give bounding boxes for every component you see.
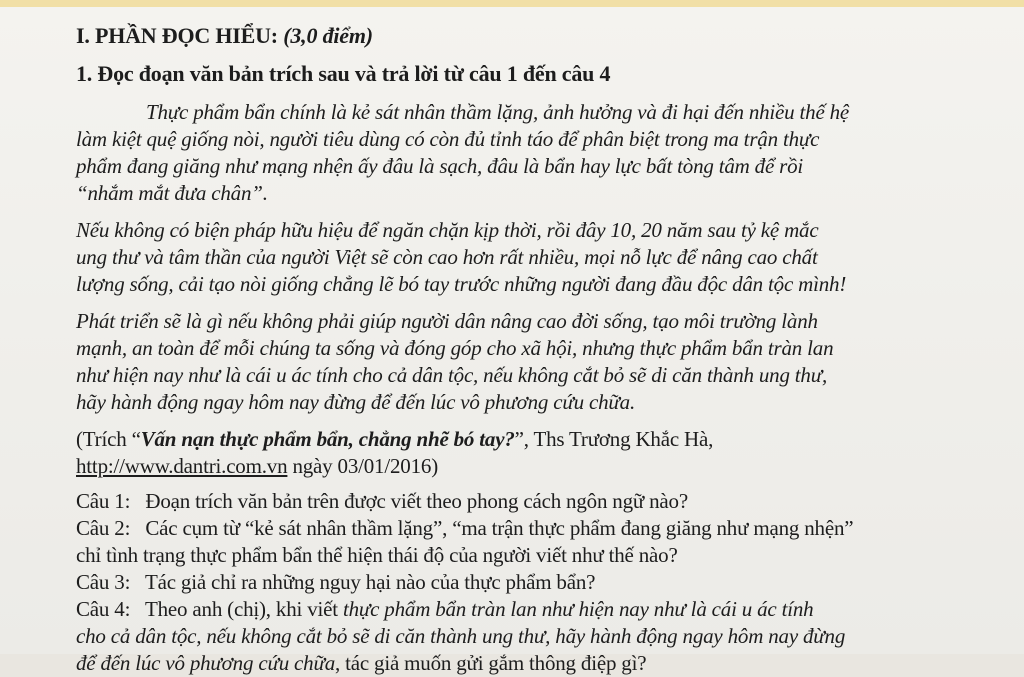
passage-line: lượng sống, cải tạo nòi giống chẳng lẽ bó tay trước những người đang đầu độc dân tộc mình! bbox=[76, 272, 847, 296]
question-intro: Theo anh (chị), khi viết bbox=[145, 597, 343, 621]
passage-line: “nhắm mắt đưa chân”. bbox=[76, 181, 268, 205]
section-title: I. PHẦN ĐỌC HIỂU: bbox=[76, 23, 278, 48]
task-instruction: 1. Đọc đoạn văn bản trích sau và trả lời từ câu 1 đến câu 4 bbox=[76, 61, 611, 86]
document-content bbox=[76, 21, 976, 677]
section-heading bbox=[76, 21, 976, 51]
question-label: Câu 1: bbox=[76, 489, 131, 513]
question-label: Câu 2: bbox=[76, 516, 131, 540]
question-quote: để đến lúc vô phương cứu chữa bbox=[76, 651, 336, 675]
citation-line-2 bbox=[76, 453, 976, 480]
passage-line: như hiện nay như là cái u ác tính cho cả dân tộc, nếu không cắt bỏ sẽ di căn thành ung thư, bbox=[76, 363, 828, 387]
question-text: Tác giả chỉ ra những nguy hại nào của thực phẩm bẩn? bbox=[145, 570, 596, 594]
question-text: Đoạn trích văn bản trên được viết theo phong cách ngôn ngữ nào? bbox=[145, 489, 688, 513]
citation bbox=[76, 426, 976, 480]
citation-url-link[interactable]: http://www.dantri.com.vn bbox=[76, 454, 288, 478]
top-edge-band bbox=[0, 0, 1024, 7]
question-2-continued: chỉ tình trạng thực phẩm bẩn thể hiện thái độ của người viết như thế nào? bbox=[76, 543, 678, 567]
passage-line: phẩm đang giăng như mạng nhện ấy đâu là sạch, đâu là bẩn hay lực bất tòng tâm để rồi bbox=[76, 154, 804, 178]
question-label: Câu 3: bbox=[76, 570, 131, 594]
passage-line: hãy hành động ngay hôm nay đừng để đến lúc vô phương cứu chữa. bbox=[76, 390, 636, 414]
passage-paragraph-2 bbox=[76, 217, 976, 298]
passage-line: mạnh, an toàn để mỗi chúng ta sống và đóng góp cho xã hội, nhưng thực phẩm bẩn tràn lan bbox=[76, 336, 834, 360]
question-4-continued: cho cả dân tộc, nếu không cắt bỏ sẽ di căn thành ung thư, hãy hành động ngay hôm nay đừng bbox=[76, 624, 846, 648]
citation-date: ngày 03/01/2016) bbox=[287, 454, 438, 478]
question-label: Câu 4: bbox=[76, 597, 131, 621]
question-3 bbox=[76, 569, 976, 596]
section-points: (3,0 điểm) bbox=[283, 23, 373, 48]
question-2 bbox=[76, 515, 976, 542]
citation-suffix: ”, Ths Trương Khắc Hà, bbox=[514, 427, 714, 451]
citation-prefix: (Trích “ bbox=[76, 427, 141, 451]
passage-line: ung thư và tâm thần của người Việt sẽ còn cao hơn rất nhiều, mọi nỗ lực để nâng cao chất bbox=[76, 245, 818, 269]
citation-title: Vấn nạn thực phẩm bẩn, chẳng nhẽ bó tay? bbox=[140, 427, 515, 451]
question-1 bbox=[76, 488, 976, 515]
passage-paragraph-3 bbox=[76, 308, 976, 416]
question-4-end bbox=[76, 650, 976, 677]
question-outro: , tác giả muốn gửi gắm thông điệp gì? bbox=[335, 651, 647, 675]
citation-line-1 bbox=[76, 426, 976, 453]
passage-line: Phát triển sẽ là gì nếu không phải giúp người dân nâng cao đời sống, tạo môi trường lành bbox=[76, 309, 818, 333]
question-text: Các cụm từ “kẻ sát nhân thầm lặng”, “ma trận thực phẩm đang giăng như mạng nhện” bbox=[145, 516, 854, 540]
question-4 bbox=[76, 596, 976, 623]
passage-line: Nếu không có biện pháp hữu hiệu để ngăn chặn kịp thời, rồi đây 10, 20 năm sau tỷ kệ mắc bbox=[76, 218, 819, 242]
passage-line: Thực phẩm bẩn chính là kẻ sát nhân thầm lặng, ảnh hưởng và đi hại đến nhiều thế hệ bbox=[146, 100, 850, 124]
passage-line: làm kiệt quệ giống nòi, người tiêu dùng có còn đủ tỉnh táo để phân biệt trong ma trận thực bbox=[76, 127, 820, 151]
questions bbox=[76, 488, 976, 677]
document-page bbox=[0, 7, 1024, 675]
question-quote: thực phẩm bẩn tràn lan như hiện nay như là cái u ác tính bbox=[342, 597, 814, 621]
passage-paragraph-1 bbox=[76, 99, 976, 207]
